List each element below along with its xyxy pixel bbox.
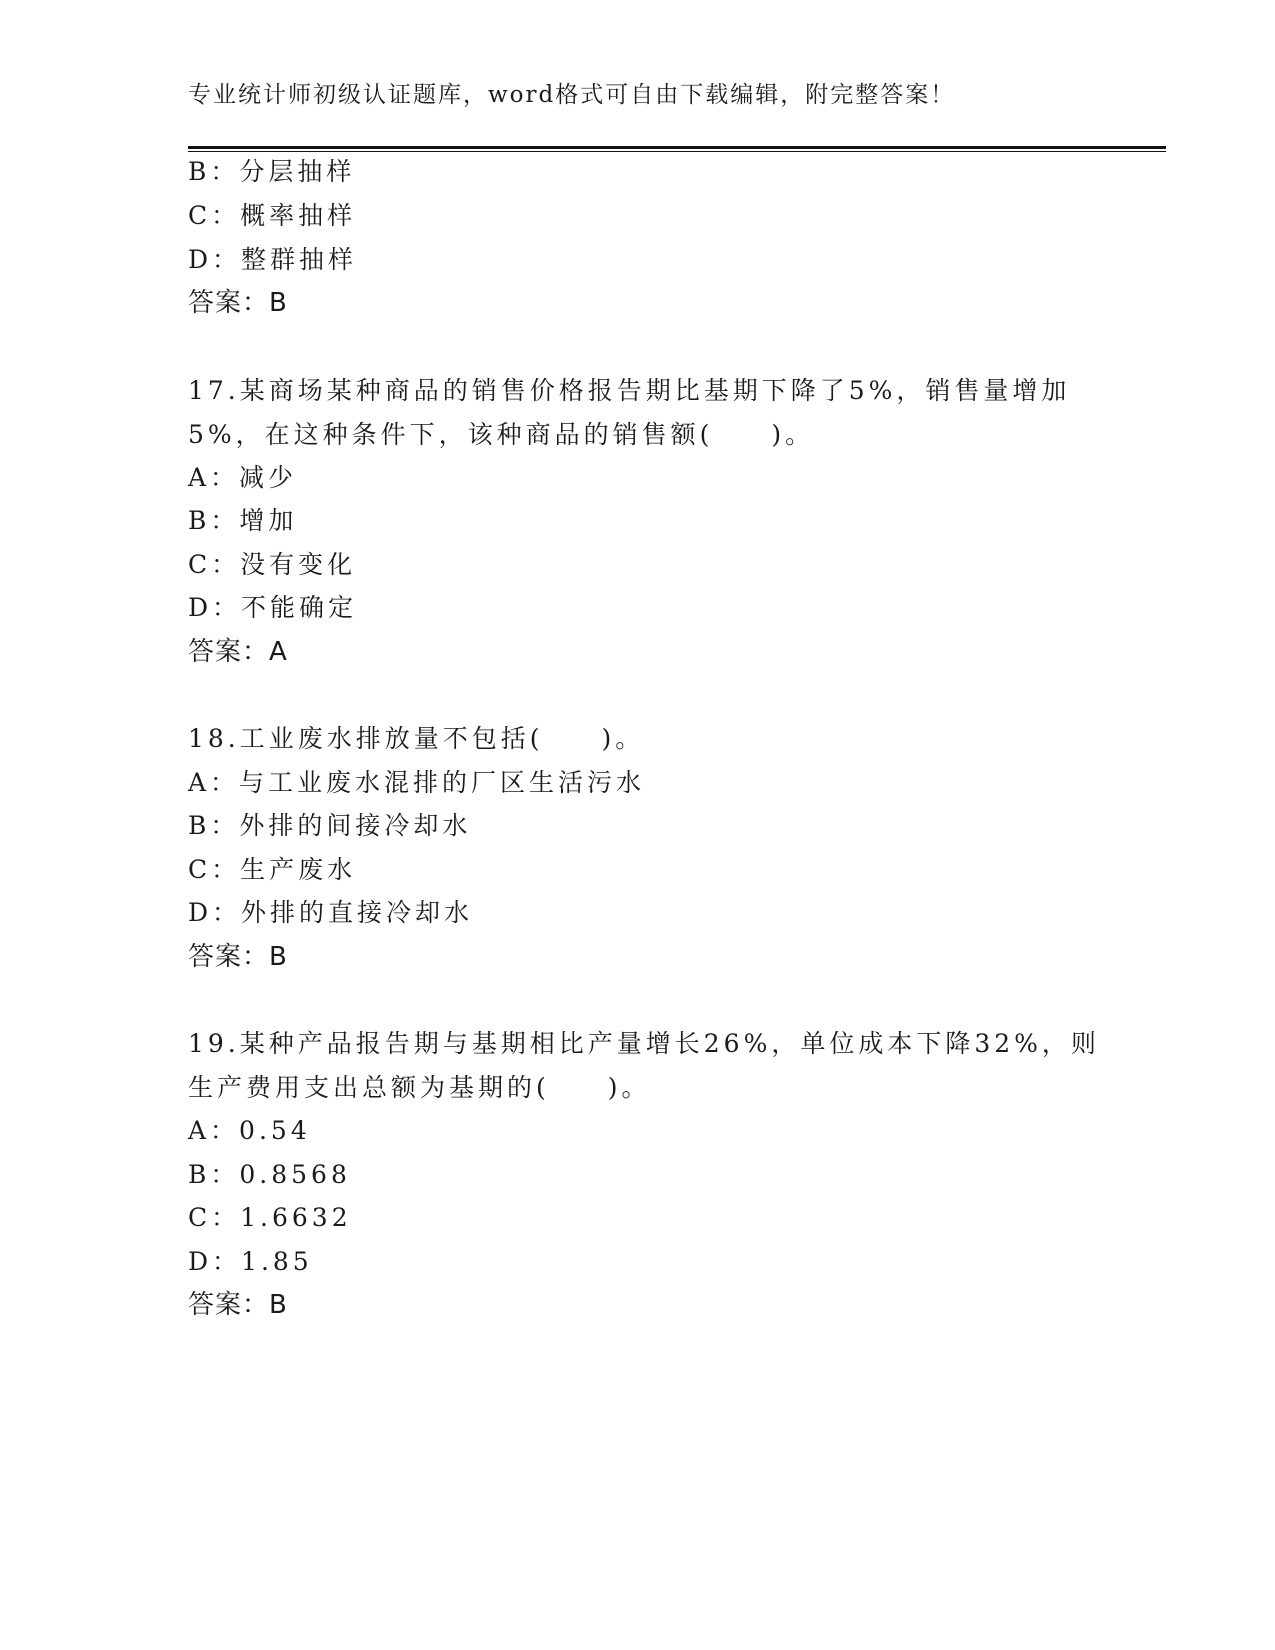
q16-option-b: B：分层抽样	[188, 157, 356, 186]
q18-option-a: A：与工业废水混排的厂区生活污水	[188, 768, 646, 797]
q19-option-b: B：0.8568	[188, 1160, 351, 1189]
q17-stem-line1: 17.某商场某种商品的销售价格报告期比基期下降了5%，销售量增加	[188, 376, 1071, 405]
q17-stem-line2: 5%，在这种条件下，该种商品的销售额( )。	[188, 420, 815, 449]
q19-answer: 答案：B	[188, 1290, 288, 1320]
q16-option-c: C：概率抽样	[188, 201, 357, 230]
q16-answer: 答案：B	[188, 288, 288, 318]
q17-option-d: D：不能确定	[188, 593, 358, 622]
page-header: 专业统计师初级认证题库，word格式可自由下载编辑，附完整答案！	[188, 82, 956, 108]
q16-option-d: D：整群抽样	[188, 245, 358, 274]
q18-option-c: C：生产废水	[188, 855, 357, 884]
q18-option-b: B：外排的间接冷却水	[188, 811, 472, 840]
q17-option-a: A：减少	[188, 463, 298, 492]
q19-option-d: D：1.85	[188, 1247, 313, 1276]
q19-option-a: A：0.54	[188, 1116, 311, 1145]
q17-option-c: C：没有变化	[188, 550, 357, 579]
header-rule-thick	[188, 146, 1166, 149]
header-rule-thin	[188, 151, 1166, 152]
q18-option-d: D：外排的直接冷却水	[188, 898, 474, 927]
q19-stem-line2: 生产费用支出总额为基期的( )。	[188, 1073, 651, 1102]
q18-answer: 答案：B	[188, 942, 288, 972]
q19-option-c: C：1.6632	[188, 1203, 352, 1232]
q19-stem-line1: 19.某种产品报告期与基期相比产量增长26%，单位成本下降32%，则	[188, 1029, 1100, 1058]
q17-option-b: B：增加	[188, 506, 298, 535]
q18-stem-line1: 18.工业废水排放量不包括( )。	[188, 724, 645, 753]
q17-answer: 答案：A	[188, 637, 288, 667]
